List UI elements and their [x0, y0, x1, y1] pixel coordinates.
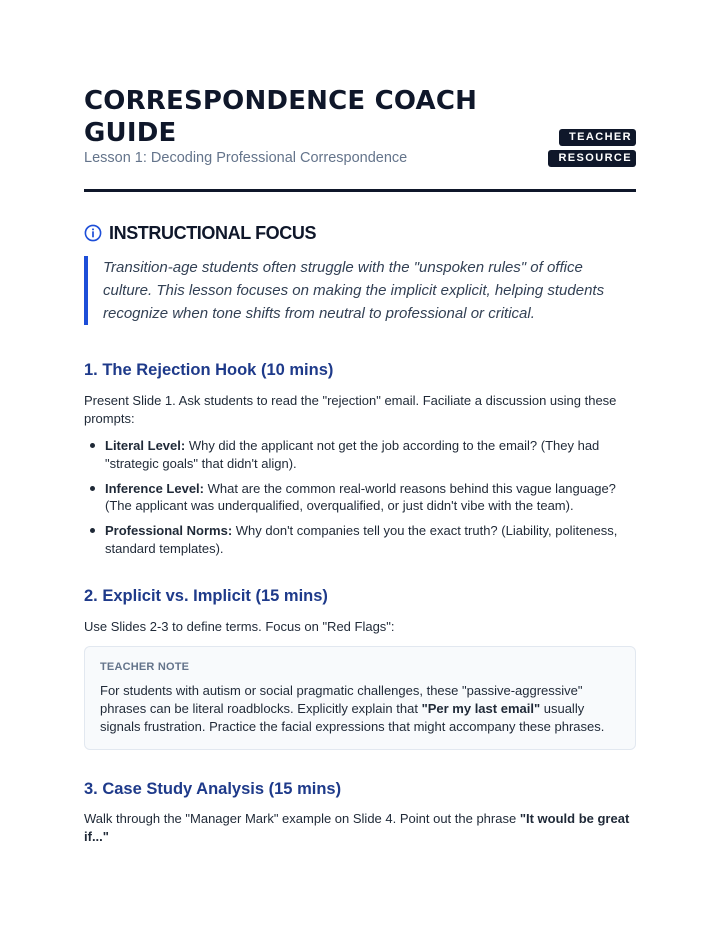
badge-line-resource: RESOURCE [548, 150, 636, 167]
section-title-explicit-implicit: 2. Explicit vs. Implicit (15 mins) [84, 587, 328, 605]
note-text-after: usually signals frustration. Practice the facial expressions that might accompany these phrases. [100, 701, 605, 734]
bullet-label: Literal Level: [105, 438, 186, 453]
instructional-focus-quote: Transition-age students often struggle with the "unspoken rules" of office culture. This lesson focuses on making the implicit explicit, helping students recognize when tone shifts from neutral to professional or critical. [84, 256, 636, 325]
section-title-rejection-hook: 1. The Rejection Hook (10 mins) [84, 361, 334, 379]
section-intro-explicit-implicit: Use Slides 2-3 to define terms. Focus on "Red Flags": [84, 619, 395, 634]
bullet-dot [90, 528, 95, 533]
badge-line-teacher: TEACHER [559, 129, 636, 146]
bullet-text: What are the common real-world reasons behind this vague language? (The applicant was underqualified, overqualified, or just didn't vibe with the team). [105, 480, 616, 513]
bullet-text: Why did the applicant not get the job according to the email? (They had "strategic goals" that didn't align). [105, 438, 600, 471]
section-intro-case-study [84, 810, 636, 846]
section-intro-rejection-hook: Present Slide 1. Ask students to read the "rejection" email. Faciliate a discussion using these prompts: [84, 393, 617, 426]
list-item [84, 522, 636, 557]
teacher-note-body [100, 682, 620, 736]
teacher-resource-badge [556, 129, 636, 171]
list-item [84, 480, 636, 515]
section-title-case-study: 3. Case Study Analysis (15 mins) [84, 780, 342, 798]
prompt-list [84, 437, 636, 565]
instructional-focus-heading [84, 221, 316, 245]
document-header [84, 85, 636, 191]
teacher-note-box [84, 646, 636, 750]
bullet-label: Professional Norms: [105, 523, 233, 538]
info-icon [84, 224, 102, 242]
instructional-focus-title: INSTRUCTIONAL FOCUS [109, 222, 317, 243]
bullet-text: Why don't companies tell you the exact truth? (Liability, politeness, standard templates). [105, 523, 618, 556]
bullet-dot [90, 443, 95, 448]
teacher-note-label: TEACHER NOTE [100, 661, 190, 673]
bullet-label: Inference Level: [105, 480, 204, 496]
note-emphasis: "Per my last email" [421, 701, 541, 716]
header-divider [84, 189, 636, 192]
document-title: CORRESPONDENCE COACH GUIDE [84, 86, 478, 148]
case-study-text: Walk through the "Manager Mark" example on Slide 4. Point out the phrase [84, 811, 520, 826]
bullet-dot [90, 486, 95, 491]
note-text-before: For students with autism or social pragmatic challenges, these "passive-aggressive" phrases can be literal roadblocks. Explicitly explain that [100, 683, 583, 716]
document-page [84, 0, 636, 932]
case-study-emphasis: "It would be great if..." [84, 811, 630, 844]
list-item [84, 437, 636, 472]
document-subtitle: Lesson 1: Decoding Professional Correspondence [84, 150, 408, 166]
